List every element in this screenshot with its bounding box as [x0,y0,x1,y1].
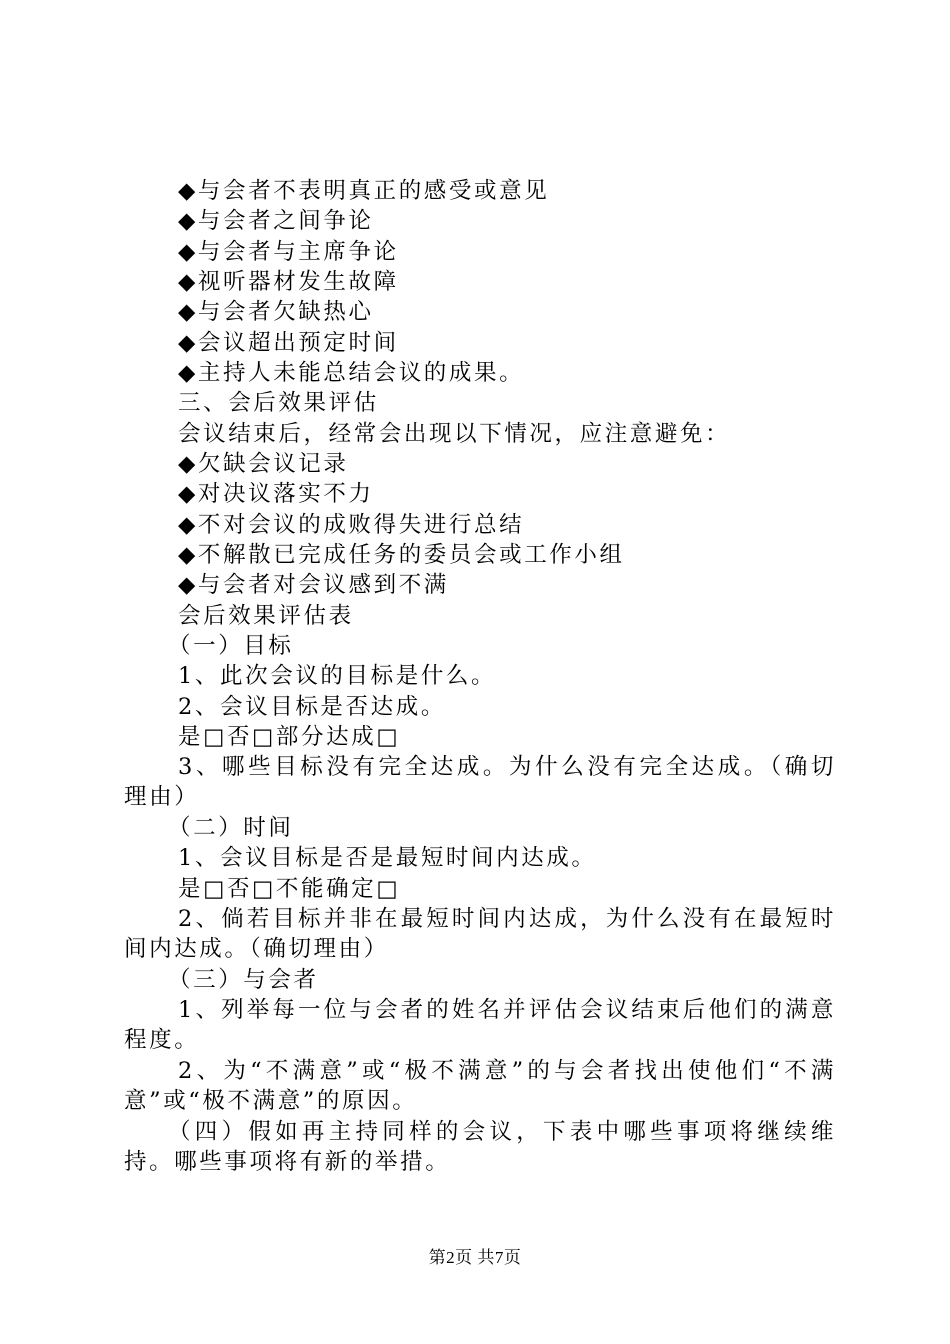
bullet-item: ◆会议超出预定时间 [178,330,399,356]
bullet-item: ◆与会者对会议感到不满 [178,572,449,598]
bullet-item: ◆对决议落实不力 [178,481,374,507]
bullet-item: ◆与会者不表明真正的感受或意见 [178,178,550,204]
section-heading: 三、会后效果评估 [178,390,379,416]
bullet-item: ◆与会者之间争论 [178,208,374,234]
bullet-item: ◆不对会议的成败得失进行总结 [178,512,525,538]
question: 1、此次会议的目标是什么。 [178,663,497,689]
page-footer: 第2页 共7页 [428,1248,522,1267]
table-title: 会后效果评估表 [178,603,354,629]
question: 1、列举每一位与会者的姓名并评估会议结束后他们的满意程度。 [124,997,836,1053]
question: 1、会议目标是否是最短时间内达成。 [178,845,597,871]
question: 3、哪些目标没有完全达成。为什么没有完全达成。（确切理由） [124,754,836,810]
question: 2、为“不满意”或“极不满意”的与会者找出使他们“不满意”或“极不满意”的原因。 [124,1058,836,1114]
question: 2、倘若目标并非在最短时间内达成，为什么没有在最短时间内达成。（确切理由） [124,906,836,962]
bullet-item: ◆欠缺会议记录 [178,451,349,477]
question: 2、会议目标是否达成。 [178,694,446,720]
subsection-heading: （四）假如再主持同样的会议，下表中哪些事项将继续维持。哪些事项将有新的举措。 [124,1119,836,1175]
bullet-item: ◆与会者与主席争论 [178,239,399,265]
bullet-item: ◆主持人未能总结会议的成果。 [178,360,525,386]
subsection-heading: （三）与会者 [168,967,319,993]
bullet-item: ◆与会者欠缺热心 [178,299,374,325]
paragraph: 会议结束后，经常会出现以下情况，应注意避免： [178,421,731,447]
answer-options: 是□否□不能确定□ [178,876,401,902]
bullet-item: ◆不解散已完成任务的委员会或工作小组 [178,542,625,568]
subsection-heading: （二）时间 [168,815,294,841]
bullet-item: ◆视听器材发生故障 [178,269,399,295]
subsection-heading: （一）目标 [168,633,294,659]
answer-options: 是□否□部分达成□ [178,724,401,750]
